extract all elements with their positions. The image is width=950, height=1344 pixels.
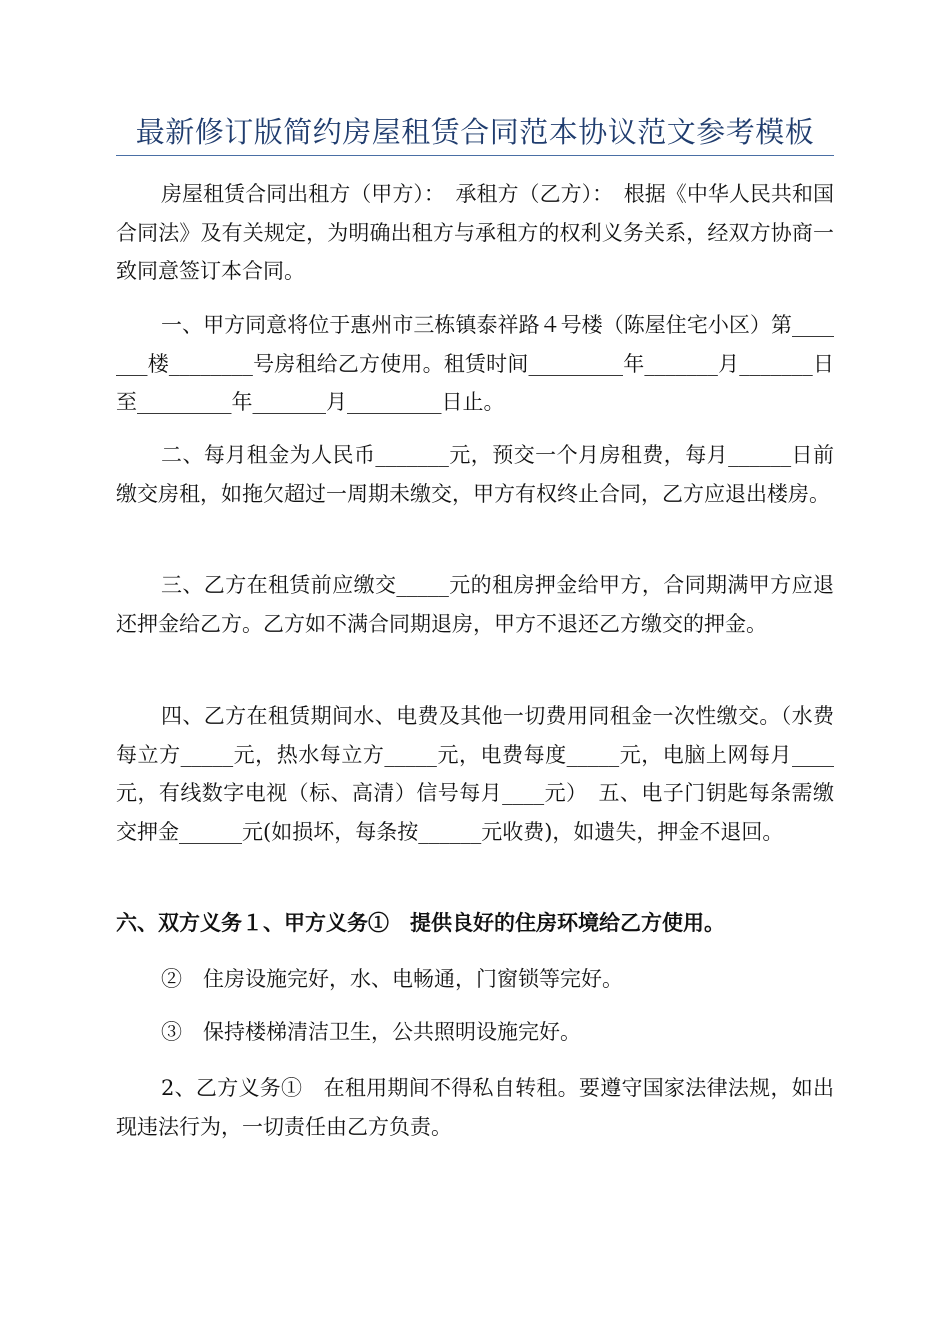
title-underline bbox=[116, 155, 834, 156]
paragraph-preamble: 房屋租赁合同出租方（甲方）： 承租方（乙方）： 根据《中华人民共和国合同法》及有关规定，为明确出租方与承租方的权利义务关系，经双方协商一致同意签订本合同。 bbox=[116, 182, 834, 283]
paragraph-clause-6-item-3: ③ 保持楼梯清洁卫生，公共照明设施完好。 bbox=[161, 1020, 581, 1044]
paragraph-clause-3: 三、乙方在租赁前应缴交_____元的租房押金给甲方，合同期满甲方应退还押金给乙方。乙方如不满合同期退房，甲方不退还乙方缴交的押金。 bbox=[116, 573, 834, 636]
paragraph-clause-1: 一、甲方同意将位于惠州市三栋镇泰祥路４号楼（陈屋住宅小区）第_______楼________号房租给乙方使用。租赁时间_________年_______月_______日至_________年_______月_________日止。 bbox=[116, 313, 834, 414]
paragraph-tenant-duties: 2、乙方义务① 在租用期间不得私自转租。要遵守国家法律法规，如出现违法行为，一切责任由乙方负责。 bbox=[116, 1076, 834, 1139]
paragraph-clause-2: 二、每月租金为人民币_______元，预交一个月房租费，每月______日前缴交房租，如拖欠超过一周期未缴交，甲方有权终止合同，乙方应退出楼房。 bbox=[116, 443, 834, 506]
paragraph-clause-4-5: 四、乙方在租赁期间水、电费及其他一切费用同租金一次性缴交。（水费每立方_____元，热水每立方_____元，电费每度_____元，电脑上网每月____元，有线数字电视（标、高清）信号每月____元） 五、电子门钥匙每条需缴交押金______元(如损坏，每条按______元收费)，如遗失，押金不退回。 bbox=[116, 704, 834, 844]
paragraph-clause-6-item-2: ② 住房设施完好，水、电畅通，门窗锁等完好。 bbox=[161, 967, 623, 991]
document-title: 最新修订版简约房屋租赁合同范本协议范文参考模板 bbox=[135, 115, 815, 149]
paragraph-clause-6-heading: 六、双方义务１、甲方义务① 提供良好的住房环境给乙方使用。 bbox=[116, 910, 725, 935]
